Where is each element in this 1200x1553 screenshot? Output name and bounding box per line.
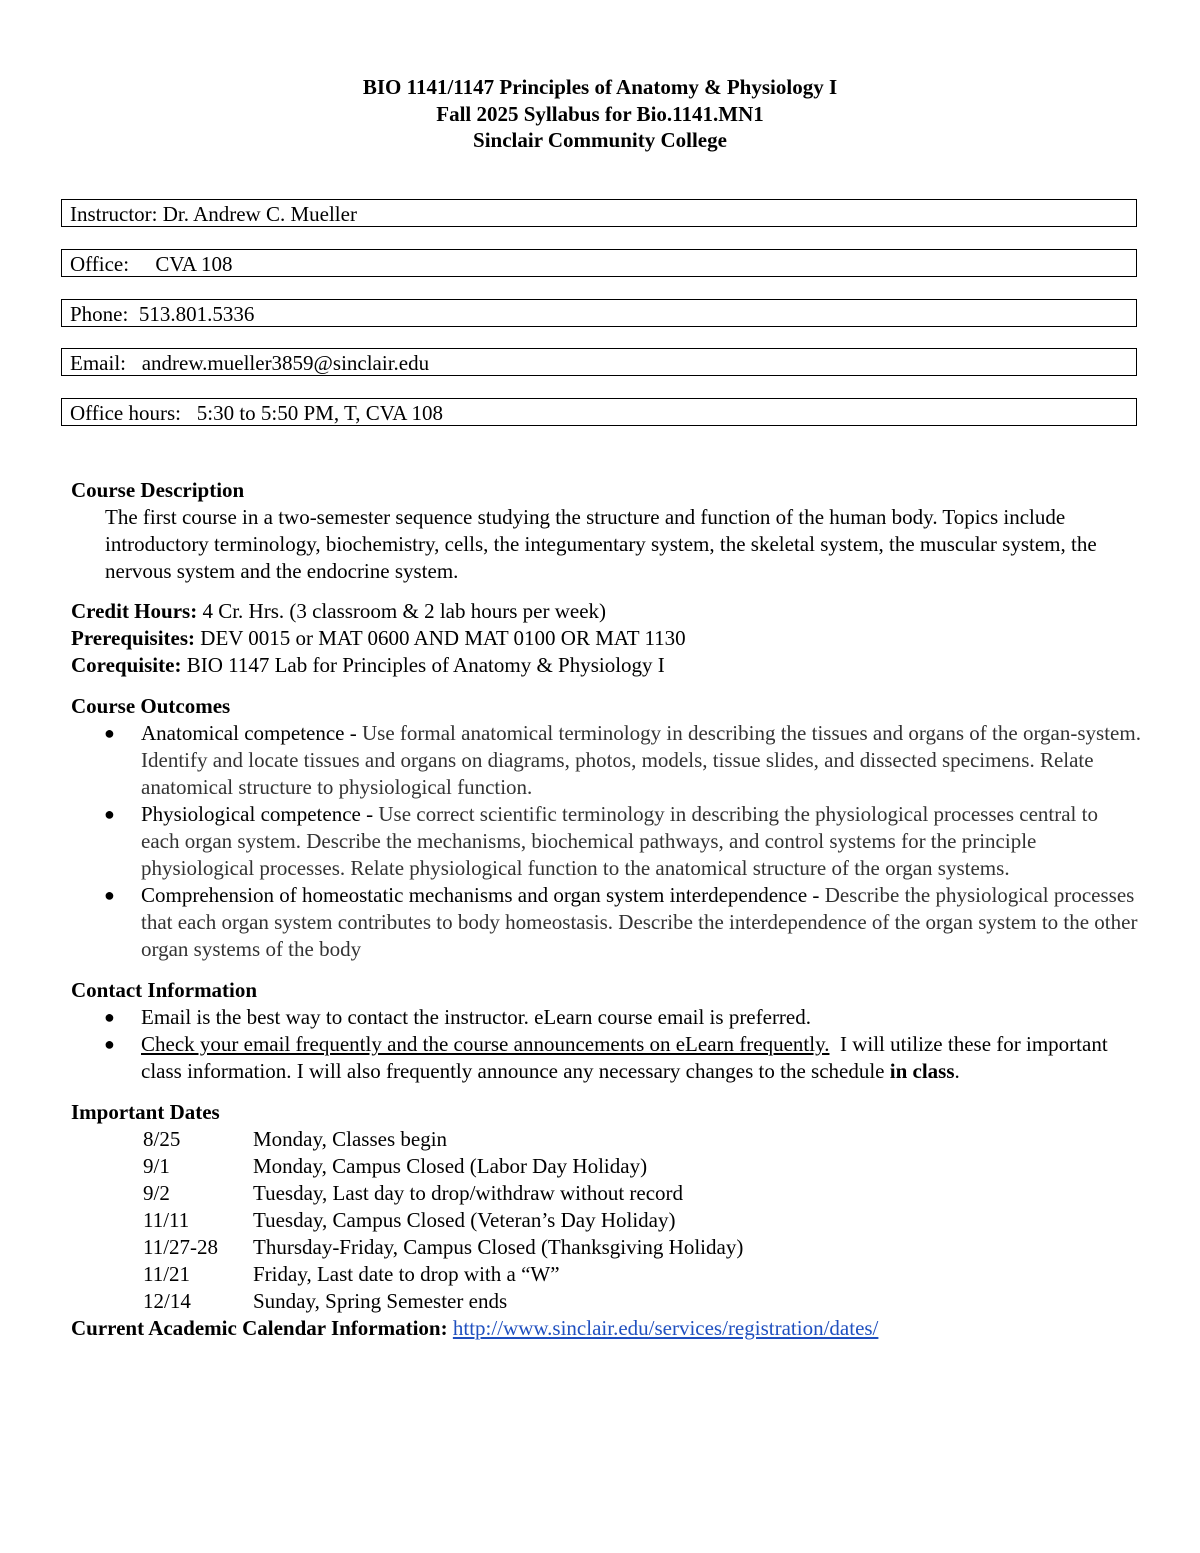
corequisite-line xyxy=(71,652,1141,679)
bullet-icon: ● xyxy=(104,1007,115,1027)
corequisite-label: Corequisite: xyxy=(71,653,182,677)
bullet-icon: ● xyxy=(104,804,115,824)
important-dates-list xyxy=(143,1126,1141,1315)
date-value: 9/2 xyxy=(143,1181,170,1205)
date-event: Monday, Classes begin xyxy=(253,1127,448,1151)
contact-item-2-end: . xyxy=(954,1059,960,1083)
outcome-title: Physiological competence - xyxy=(141,802,379,826)
date-row xyxy=(143,1153,1141,1180)
date-event: Tuesday, Campus Closed (Veteran’s Day Holiday) xyxy=(253,1208,676,1232)
title-line-2: Fall 2025 Syllabus for Bio.1141.MN1 xyxy=(436,101,764,126)
title-line-3: Sinclair Community College xyxy=(473,128,727,152)
date-row xyxy=(143,1261,1141,1288)
list-item xyxy=(71,801,1141,882)
contact-list xyxy=(71,1004,1141,1085)
office-box xyxy=(61,249,1137,277)
date-event: Sunday, Spring Semester ends xyxy=(253,1289,508,1313)
list-item xyxy=(71,882,1141,963)
corequisite-value: BIO 1147 Lab for Principles of Anatomy & Physiology I xyxy=(181,653,665,677)
date-value: 9/1 xyxy=(143,1154,170,1178)
course-description-body: The first course in a two-semester sequence studying the structure and function of the human body. Topics include introductory terminology, biochemistry, cells, the integumentary system, the skeletal system, the muscular system, the nervous system and the endocrine system. xyxy=(105,505,1097,583)
academic-calendar-label: Current Academic Calendar Information: xyxy=(71,1316,448,1340)
date-value: 12/14 xyxy=(143,1289,191,1313)
list-item xyxy=(71,1004,1141,1031)
important-dates-heading: Important Dates xyxy=(71,1100,220,1124)
syllabus-content xyxy=(71,477,1141,1342)
phone-text: Phone: 513.801.5336 xyxy=(70,302,255,326)
prerequisites-label: Prerequisites: xyxy=(71,626,196,650)
office-hours-box xyxy=(61,398,1137,426)
date-event: Monday, Campus Closed (Labor Day Holiday) xyxy=(253,1154,648,1178)
course-outcomes-heading: Course Outcomes xyxy=(71,694,231,718)
contact-information-heading: Contact Information xyxy=(71,978,258,1002)
bullet-icon: ● xyxy=(104,723,115,743)
email-text: Email: andrew.mueller3859@sinclair.edu xyxy=(70,351,430,375)
bullet-icon: ● xyxy=(104,1034,115,1054)
credit-hours-value: 4 Cr. Hrs. (3 classroom & 2 lab hours per week) xyxy=(197,599,607,623)
office-hours-text: Office hours: 5:30 to 5:50 PM, T, CVA 108 xyxy=(70,401,443,425)
outcome-title: Anatomical competence - xyxy=(141,721,362,745)
phone-box xyxy=(61,299,1137,327)
document-title xyxy=(0,74,1200,154)
credit-hours-label: Credit Hours: xyxy=(71,599,198,623)
outcome-body: Use formal anatomical terminology in describing the tissues and organs of the organ-system. Identify and locate tissues and organs on diagrams, photos, models, tissue slides, and dissected specimens. Relate anatomical structure to physiological function. xyxy=(141,721,1141,799)
outcomes-list xyxy=(71,720,1141,963)
email-box xyxy=(61,348,1137,376)
contact-item-2-underlined: Check your email frequently and the course announcements on eLearn frequently. xyxy=(141,1032,830,1056)
contact-item-2-rest: I will utilize these for important class information. I will also frequently announce any necessary changes to the schedule xyxy=(141,1032,1113,1083)
bullet-icon: ● xyxy=(104,885,115,905)
instructor-text: Instructor: Dr. Andrew C. Mueller xyxy=(70,202,357,226)
date-row xyxy=(143,1288,1141,1315)
outcome-body: Describe the physiological processes that each organ system contributes to body homeostasis. Describe the interdependence of the organ system to the other organ systems of the body xyxy=(141,883,1138,961)
date-value: 11/11 xyxy=(143,1208,190,1232)
date-row xyxy=(143,1234,1141,1261)
list-item xyxy=(71,1031,1141,1085)
date-row xyxy=(143,1126,1141,1153)
date-value: 8/25 xyxy=(143,1127,181,1151)
date-event: Tuesday, Last day to drop/withdraw without record xyxy=(253,1181,684,1205)
outcome-body: Use correct scientific terminology in describing the physiological processes central to each organ system. Describe the mechanisms, biochemical pathways, and control systems for the principle physiological processes. Relate physiological function to the anatomical structure of the organ systems. xyxy=(141,802,1098,880)
academic-calendar-line xyxy=(71,1315,1141,1342)
list-item xyxy=(71,720,1141,801)
date-row xyxy=(143,1180,1141,1207)
date-value: 11/21 xyxy=(143,1262,191,1286)
office-text: Office: CVA 108 xyxy=(70,252,233,276)
prerequisites-value: DEV 0015 or MAT 0600 AND MAT 0100 OR MAT 1130 xyxy=(195,626,686,650)
academic-calendar-link[interactable]: http://www.sinclair.edu/services/registration/dates/ xyxy=(452,1316,879,1340)
prerequisites-line xyxy=(71,625,1141,652)
contact-item-1: Email is the best way to contact the instructor. eLearn course email is preferred. xyxy=(141,1005,812,1029)
outcome-title: Comprehension of homeostatic mechanisms and organ system interdependence - xyxy=(141,883,825,907)
title-line-1: BIO 1141/1147 Principles of Anatomy & Physiology I xyxy=(362,75,838,99)
credit-hours-line xyxy=(71,598,1141,625)
date-event: Thursday-Friday, Campus Closed (Thanksgiving Holiday) xyxy=(253,1235,744,1259)
contact-item-2-bold: in class xyxy=(889,1059,955,1083)
course-description-heading: Course Description xyxy=(71,478,245,502)
date-value: 11/27-28 xyxy=(143,1235,219,1259)
date-event: Friday, Last date to drop with a “W” xyxy=(253,1262,560,1286)
instructor-box xyxy=(61,199,1137,227)
date-row xyxy=(143,1207,1141,1234)
